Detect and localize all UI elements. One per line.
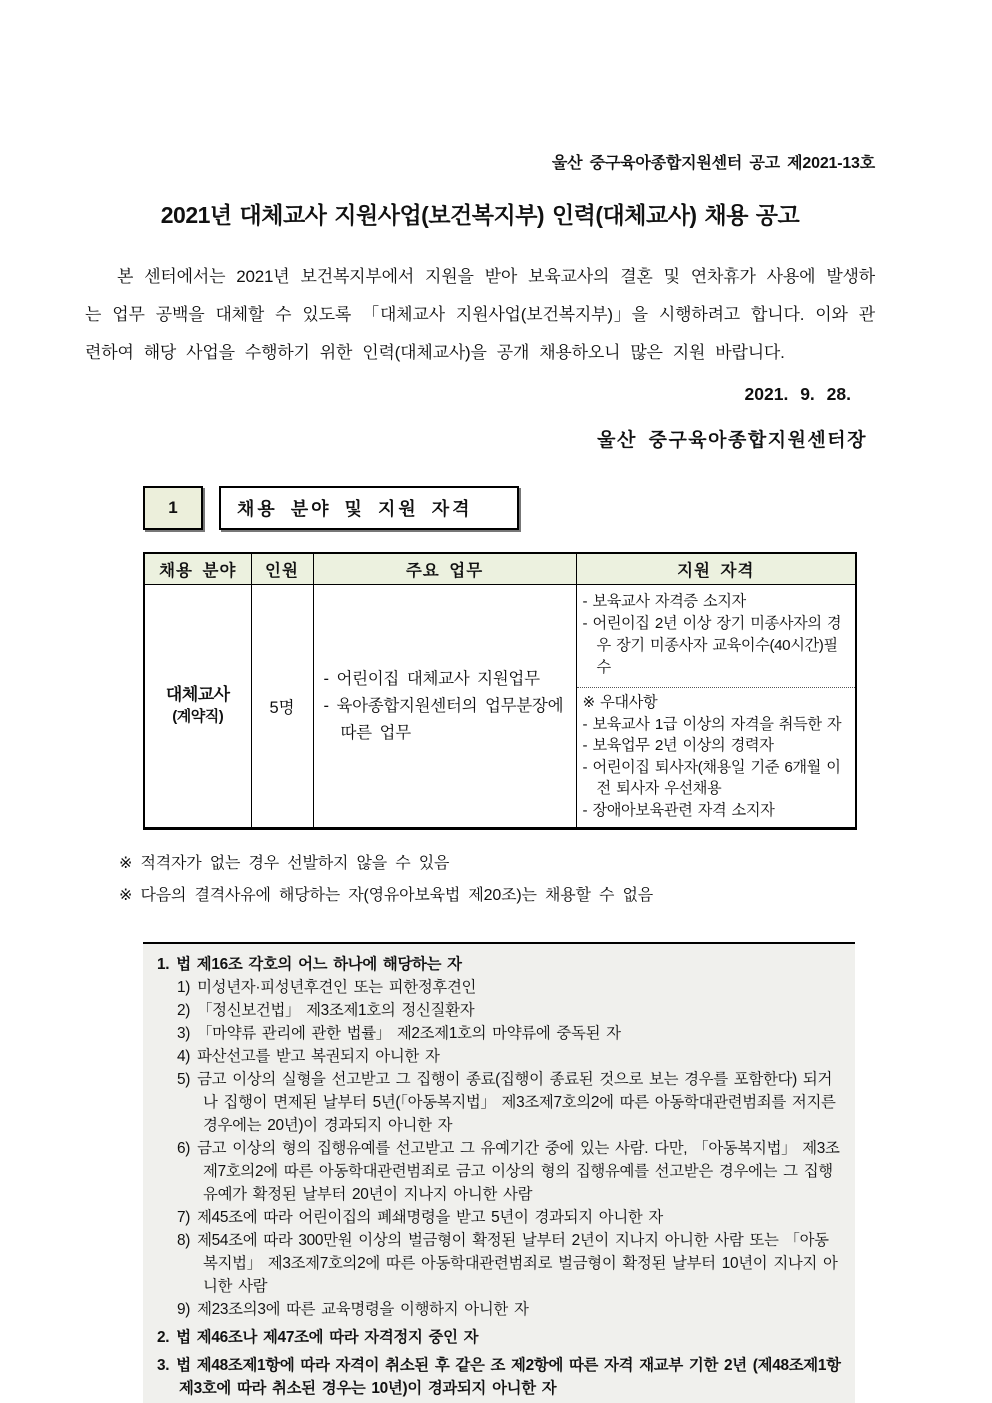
preferred-item: - 보육교사 1급 이상의 자격을 취득한 자 [582,715,842,733]
legal-item-label: 2. [157,1329,170,1346]
legal-item-text: 법 제46조나 제47조에 따라 자격정지 중인 자 [176,1329,479,1346]
legal-item-text: 제23조의3에 따른 교육명령을 이행하지 아니한 자 [197,1301,529,1318]
preferred-item: - 어린이집 퇴사자(채용일 기준 6개월 이전 퇴사자 우선채용 [582,758,841,797]
legal-item [157,1326,841,1349]
legal-item [157,1354,841,1400]
section-heading [143,486,875,530]
legal-subitem [157,1298,841,1321]
footnote: ※ 적격자가 없는 경우 선발하지 않을 수 있음 [119,855,450,872]
legal-item-text: 제54조에 따라 300만원 이상의 벌금형이 확정된 날부터 2년이 지나지 아니한 사람 또는 「아동복지법」 제3조제7호의2에 따른 아동학대관련범죄로 벌금형이 확정된 날부터 10년이 지나지 아니한 사람 [197,1232,838,1295]
issuer-signature: 울산 중구육아종합지원센터장 [597,430,867,451]
cell-headcount: 5명 [251,585,313,829]
legal-item-text: 금고 이상의 형의 집행유예를 선고받고 그 유예기간 중에 있는 사람. 다만, 「아동복지법」 제3조 제7호의2에 따른 아동학대관련범죄로 금고 이상의 형의 집행유예를 선고받은 경우에는 그 집행유예가 확정된 날부터 20년이 지나지 아니한 사람 [197,1140,840,1203]
preferred-title: ※ 우대사항 [582,694,658,711]
intro-paragraph: 본 센터에서는 2021년 보건복지부에서 지원을 받아 보육교사의 결혼 및 연차휴가 사용에 발생하는 업무 공백을 대체할 수 있도록 「대체교사 지원사업(보건복지부)」을 시행하려고 합니다. 이와 관련하여 해당 사업을 수행하기 위한 인력(대체교사)을 공개 채용하오니 많은 지원 바랍니다. [85,267,875,362]
legal-item-label: 1) [177,979,191,996]
duty-item: - 어린이집 대체교사 지원업무 [323,669,540,688]
footnote: ※ 다음의 결격사유에 해당하는 자(영유아보육법 제20조)는 채용할 수 없음 [119,887,653,904]
legal-item [157,953,841,976]
cell-duties [313,585,576,829]
legal-subitem [157,976,841,999]
column-header-qualifications: 지원 자격 [576,553,856,585]
preferred-item: - 보육업무 2년 이상의 경력자 [582,737,774,754]
table-row [144,585,856,829]
qualification-item: - 보육교사 자격증 소지자 [582,593,746,610]
legal-item-text: 법 제16조 각호의 어느 하나에 해당하는 자 [176,956,462,973]
legal-item-label: 3. [157,1357,170,1374]
qualification-preferred-list [577,688,856,827]
legal-subitem [157,1045,841,1068]
legal-subitem [157,1068,841,1137]
legal-item-label: 7) [177,1209,191,1226]
cell-qualifications [576,585,856,829]
legal-subitem [157,999,841,1022]
field-name: 대체교사 [165,685,230,704]
disqualification-box [143,942,855,1403]
legal-subitem [157,1206,841,1229]
notice-number: 울산 중구육아종합지원센터 공고 제2021-13호 [551,155,875,172]
legal-item-text: 제45조에 따라 어린이집의 폐쇄명령을 받고 5년이 경과되지 아니한 자 [197,1209,663,1226]
table-header-row [144,553,856,585]
legal-item-label: 1. [157,956,170,973]
page-title: 2021년 대체교사 지원사업(보건복지부) 인력(대체교사) 채용 공고 [160,202,800,228]
legal-item-label: 9) [177,1301,191,1318]
duty-item: - 육아종합지원센터의 업무분장에 따른 업무 [323,696,564,742]
legal-item-label: 6) [177,1140,191,1157]
legal-item-text: 금고 이상의 실형을 선고받고 그 집행이 종료(집행이 종료된 것으로 보는 경우를 포함한다) 되거나 집행이 면제된 날부터 5년(「아동복지법」 제3조제7호의2에 따른 아동학대관련범죄를 저지른 경우에는 20년)이 경과되지 아니한 자 [197,1071,836,1134]
notice-date: 2021. 9. 28. [744,384,851,404]
legal-item-text: 법 제48조제1항에 따라 자격이 취소된 후 같은 조 제2항에 따른 자격 재교부 기한 2년 (제48조제1항제3호에 따라 취소된 경우는 10년)이 경과되지 아니한 자 [176,1357,841,1397]
column-header-headcount: 인원 [251,553,313,585]
field-contract-type: (계약직) [172,708,224,725]
qualification-required-list [577,585,856,688]
footnotes [119,848,875,912]
legal-subitem [157,1229,841,1298]
legal-item-text: 파산선고를 받고 복권되지 아니한 자 [197,1048,440,1065]
legal-subitem [157,1022,841,1045]
legal-item-text: 「정신보건법」 제3조제1호의 정신질환자 [197,1002,475,1019]
section-number-badge: 1 [143,486,203,530]
cell-field [144,585,251,829]
column-header-field: 채용 분야 [144,553,251,585]
column-header-duties: 주요 업무 [313,553,576,585]
section-title: 채용 분야 및 지원 자격 [219,486,519,530]
legal-subitem [157,1137,841,1206]
legal-item-text: 「마약류 관리에 관한 법률」 제2조제1호의 마약류에 중독된 자 [197,1025,621,1042]
legal-item-label: 4) [177,1048,191,1065]
qualification-item: - 어린이집 2년 이상 장기 미종사자의 경우 장기 미종사자 교육이수(40시간)필수 [582,615,842,676]
legal-item-label: 8) [177,1232,191,1249]
legal-item-text: 미성년자·피성년후견인 또는 피한정후견인 [197,979,477,996]
legal-item-label: 3) [177,1025,191,1042]
recruitment-table [143,552,857,830]
legal-item-label: 5) [177,1071,191,1088]
preferred-item: - 장애아보육관련 자격 소지자 [582,801,775,819]
legal-item-label: 2) [177,1002,191,1019]
